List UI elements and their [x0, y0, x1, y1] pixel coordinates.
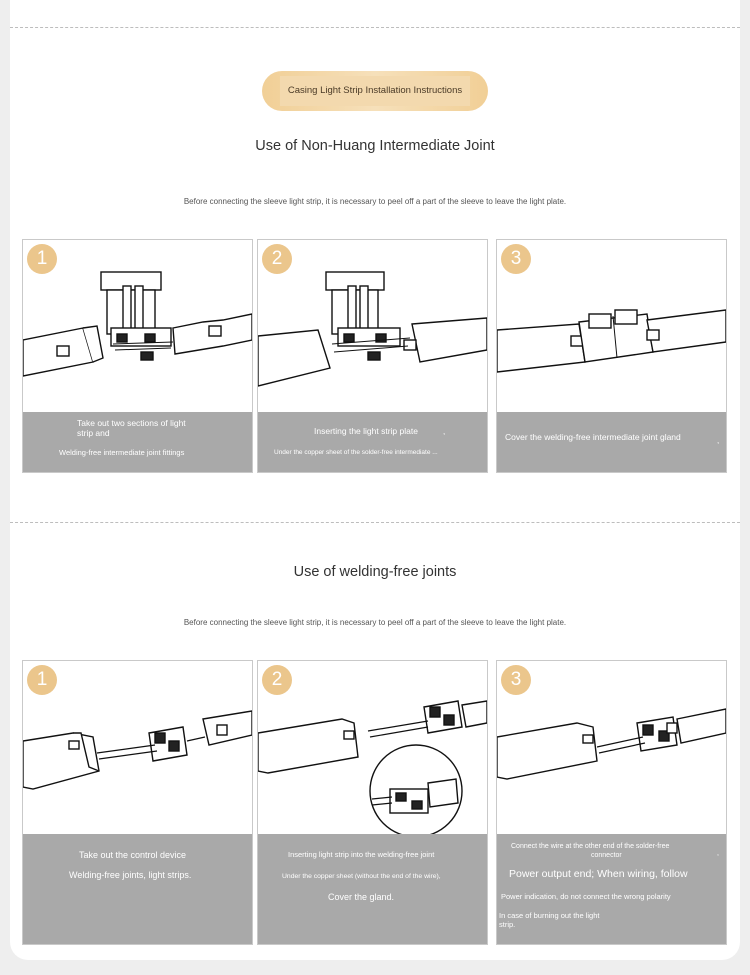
s2-step2-illustration: [258, 661, 487, 836]
s2-step3-mark: ,: [717, 850, 719, 857]
s1-step1-line2: Welding-free intermediate joint fittings: [59, 448, 185, 457]
s2-step2-line2: Under the copper sheet (without the end of the wire),: [282, 873, 441, 880]
s2-step2-caption: [258, 834, 487, 944]
s2-step3-line3: Power indication, do not connect the wrong polarity: [501, 892, 671, 901]
s2-step1-badge: 1: [27, 665, 57, 695]
s1-step3-badge: 3: [501, 244, 531, 274]
s2-step3-line4: In case of burning out the light: [499, 911, 600, 920]
s2-step2-card: [257, 660, 488, 945]
section1-title: Use of Non-Huang Intermediate Joint: [255, 138, 495, 154]
s2-step2-badge: 2: [262, 665, 292, 695]
s2-step1-line2: Welding-free joints, light strips.: [69, 870, 192, 880]
s1-step2-line2: Under the copper sheet of the solder-free intermediate ...: [274, 449, 438, 456]
s2-step3-card: [496, 660, 727, 945]
s1-step3-line1: Cover the welding-free intermediate joint gland: [505, 432, 681, 442]
s1-step2-card: [257, 239, 488, 473]
s1-step3-line1b: ,: [717, 436, 720, 445]
s2-step1-card: [22, 660, 253, 945]
s1-step2-illustration: [258, 240, 487, 412]
s1-step1-line1: Take out two sections of light: [77, 418, 186, 428]
s1-step2-line1b: ,: [443, 427, 446, 436]
s2-step3-line1: Connect the wire at the other end of the solder-free: [511, 843, 670, 850]
section2-subtitle: Before connecting the sleeve light strip, it is necessary to peel off a part of the sleeve to leave the light plate.: [183, 618, 567, 627]
s2-step3-caption: [497, 834, 726, 944]
s2-step1-caption: [23, 834, 252, 944]
header-pill-label: Casing Light Strip Installation Instructions: [287, 85, 463, 96]
s1-step3-caption: [497, 412, 726, 472]
s1-step2-caption: [258, 412, 487, 472]
s2-step1-line1: Take out the control device: [79, 850, 187, 860]
s1-step3-card: [496, 239, 727, 473]
divider-middle: [10, 522, 740, 523]
s1-step3-illustration: [497, 240, 726, 412]
s2-step3-line4b: strip.: [499, 920, 516, 929]
s2-step1-illustration: [23, 661, 252, 836]
header-pill: [262, 71, 488, 111]
s2-step2-line3: Cover the gland.: [328, 892, 395, 902]
section2-title: Use of welding-free joints: [293, 564, 457, 580]
s2-step3-illustration: [497, 661, 726, 836]
s1-step2-badge: 2: [262, 244, 292, 274]
s1-step1-illustration: [23, 240, 252, 412]
s2-step3-badge: 3: [501, 665, 531, 695]
s1-step1-badge: 1: [27, 244, 57, 274]
header-pill-inner: [280, 76, 470, 106]
section1-subtitle: Before connecting the sleeve light strip, it is necessary to peel off a part of the sleeve to leave the light plate.: [183, 197, 567, 206]
s2-step3-line1b: connector: [591, 852, 622, 859]
s1-step1-card: [22, 239, 253, 473]
divider-top: [10, 27, 740, 28]
s2-step2-line1: Inserting light strip into the welding-free joint: [288, 850, 435, 859]
s1-step1-line1b: strip and: [77, 428, 110, 438]
s1-step2-line1: Inserting the light strip plate: [314, 426, 418, 436]
s1-step1-caption: [23, 412, 252, 472]
s2-step3-line2: Power output end; When wiring, follow: [509, 868, 688, 880]
